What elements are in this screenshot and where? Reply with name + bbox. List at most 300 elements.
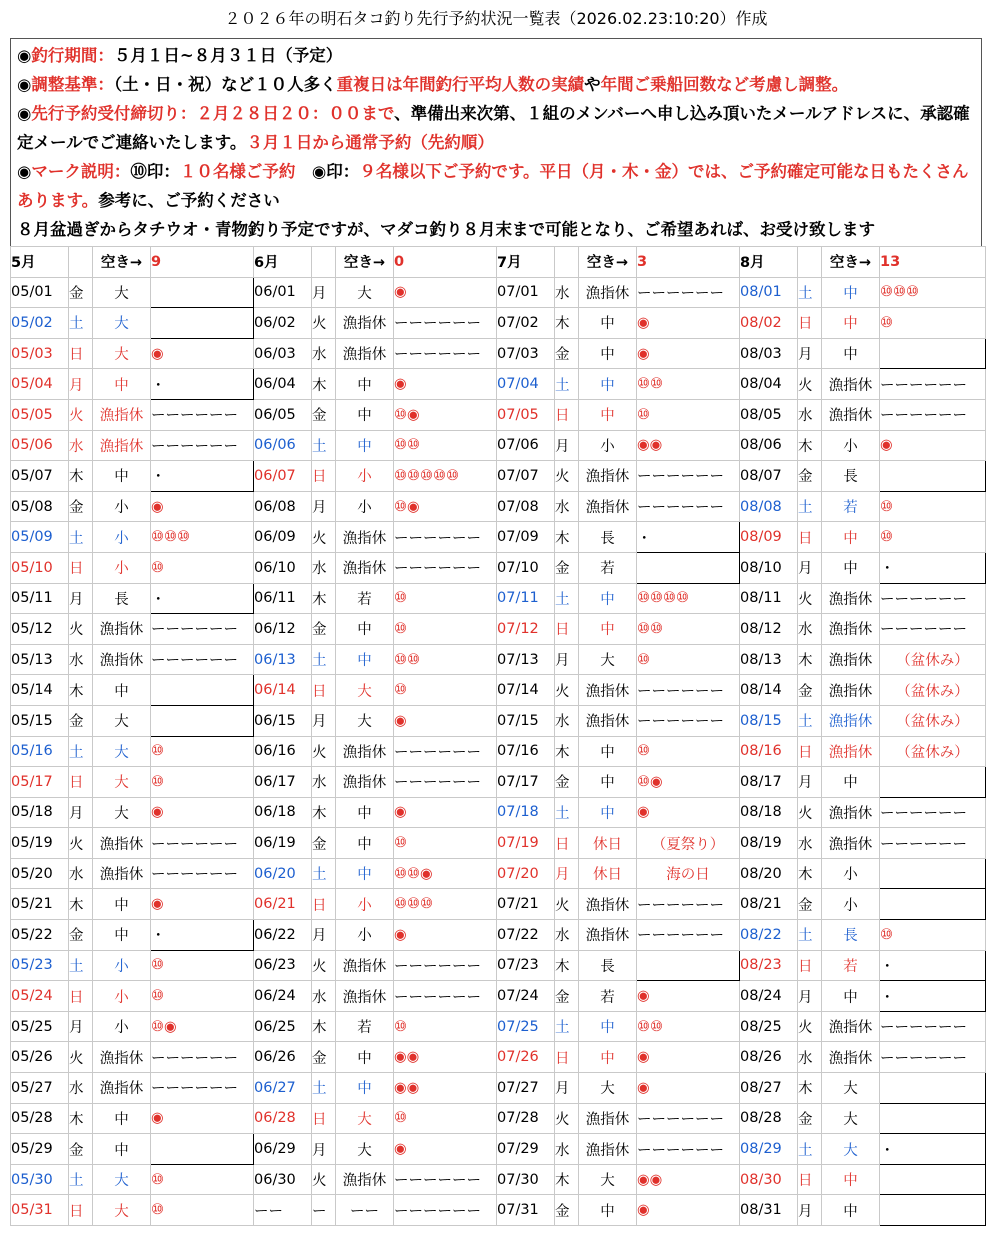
date-cell: 06/12 xyxy=(254,614,312,645)
weekday-cell: 水 xyxy=(798,1042,822,1073)
weekday-cell: 日 xyxy=(798,1164,822,1195)
reservation-mark-cell: ーーーーーー xyxy=(151,614,254,645)
weekday-cell: 水 xyxy=(312,981,336,1012)
date-cell: 06/01 xyxy=(254,277,312,308)
status-cell: 漁指休 xyxy=(822,369,880,400)
date-cell: 07/31 xyxy=(497,1195,555,1226)
date-cell: 05/08 xyxy=(11,491,69,522)
reservation-mark-cell: ⑩ xyxy=(394,675,497,706)
weekday-cell: 木 xyxy=(798,644,822,675)
table-header-row xyxy=(11,247,986,278)
weekday-cell: 土 xyxy=(69,308,93,339)
reservation-mark-cell: ・ xyxy=(637,522,740,553)
weekday-cell: 月 xyxy=(69,583,93,614)
weekday-cell: 火 xyxy=(555,889,579,920)
status-cell: 大 xyxy=(336,705,394,736)
date-cell: 06/21 xyxy=(254,889,312,920)
table-row xyxy=(11,491,986,522)
reservation-mark-cell: （盆休み） xyxy=(880,705,986,736)
date-cell: 08/25 xyxy=(740,1011,798,1042)
date-cell: 07/26 xyxy=(497,1042,555,1073)
status-cell: 大 xyxy=(93,705,151,736)
status-cell: 漁指休 xyxy=(579,675,637,706)
status-cell: 中 xyxy=(579,767,637,798)
month-label: 6月 xyxy=(254,247,312,278)
reservation-mark-cell: ⑩⑩ xyxy=(637,1011,740,1042)
date-cell: 07/29 xyxy=(497,1134,555,1165)
status-cell: 漁指休 xyxy=(93,614,151,645)
date-cell: 08/10 xyxy=(740,552,798,583)
status-cell: 小 xyxy=(822,858,880,889)
notice-text: ◉ xyxy=(17,162,32,181)
reservation-mark-cell: ーーーーーー xyxy=(880,614,986,645)
weekday-cell: 日 xyxy=(69,981,93,1012)
reservation-mark-cell: ◉ xyxy=(637,797,740,828)
weekday-cell: 木 xyxy=(555,1164,579,1195)
date-cell: 06/22 xyxy=(254,920,312,951)
status-cell: 漁指休 xyxy=(822,614,880,645)
status-cell: 中 xyxy=(336,644,394,675)
status-cell: 漁指休 xyxy=(579,461,637,492)
reservation-mark-cell xyxy=(880,338,986,369)
weekday-cell: 水 xyxy=(555,277,579,308)
reservation-mark-cell: ーーーーーー xyxy=(394,552,497,583)
reservation-mark-cell: ⑩ xyxy=(637,399,740,430)
reservation-mark-cell: ⑩ xyxy=(151,950,254,981)
date-cell: 07/16 xyxy=(497,736,555,767)
date-cell: 05/22 xyxy=(11,920,69,951)
weekday-cell: 土 xyxy=(555,369,579,400)
reservation-mark-cell: ーーーーーー xyxy=(880,1042,986,1073)
date-cell: 08/02 xyxy=(740,308,798,339)
weekday-cell: 火 xyxy=(312,1164,336,1195)
status-cell: 大 xyxy=(336,1103,394,1134)
weekday-cell: 月 xyxy=(555,430,579,461)
vacancy-label: 空き→ xyxy=(93,247,151,278)
date-cell: 05/12 xyxy=(11,614,69,645)
date-cell: 05/25 xyxy=(11,1011,69,1042)
status-cell: 大 xyxy=(93,797,151,828)
date-cell: 05/05 xyxy=(11,399,69,430)
date-cell: 06/29 xyxy=(254,1134,312,1165)
status-cell: 若 xyxy=(822,491,880,522)
status-cell: 大 xyxy=(93,736,151,767)
status-cell: 中 xyxy=(336,828,394,859)
date-cell: 06/23 xyxy=(254,950,312,981)
date-cell: 07/24 xyxy=(497,981,555,1012)
status-cell: 中 xyxy=(93,1134,151,1165)
table-row xyxy=(11,950,986,981)
reservation-mark-cell: ーーーーーー xyxy=(394,981,497,1012)
date-cell: 08/21 xyxy=(740,889,798,920)
status-cell: 中 xyxy=(822,338,880,369)
status-cell: 漁指休 xyxy=(93,430,151,461)
status-cell: 小 xyxy=(93,522,151,553)
status-cell: 中 xyxy=(93,461,151,492)
status-cell: 中 xyxy=(822,767,880,798)
table-row xyxy=(11,1042,986,1073)
status-cell: 漁指休 xyxy=(579,705,637,736)
weekday-cell: 水 xyxy=(69,1073,93,1104)
weekday-cell: 火 xyxy=(798,369,822,400)
reservation-mark-cell: ーーーーーー xyxy=(394,522,497,553)
weekday-cell: 水 xyxy=(69,858,93,889)
status-cell: 漁指休 xyxy=(579,491,637,522)
reservation-mark-cell: ◉ xyxy=(394,705,497,736)
date-cell: 06/19 xyxy=(254,828,312,859)
notice-box xyxy=(10,38,982,246)
reservation-mark-cell: ーーーーーー xyxy=(394,767,497,798)
date-cell: 05/30 xyxy=(11,1164,69,1195)
weekday-cell: 土 xyxy=(69,522,93,553)
reservation-mark-cell: ⑩⑩⑩⑩⑩ xyxy=(394,461,497,492)
weekday-cell: 日 xyxy=(312,1103,336,1134)
date-cell: 07/22 xyxy=(497,920,555,951)
date-cell: 08/24 xyxy=(740,981,798,1012)
status-cell: 中 xyxy=(579,399,637,430)
status-cell: 大 xyxy=(336,277,394,308)
reservation-mark-cell: ーーーーーー xyxy=(880,399,986,430)
table-row xyxy=(11,614,986,645)
weekday-cell: 日 xyxy=(555,399,579,430)
reservation-mark-cell: ⑩◉ xyxy=(394,491,497,522)
date-cell: 08/19 xyxy=(740,828,798,859)
status-cell: 大 xyxy=(822,1073,880,1104)
reservation-table xyxy=(10,246,986,1226)
reservation-mark-cell: ⑩⑩⑩⑩ xyxy=(637,583,740,614)
reservation-mark-cell: ⑩◉ xyxy=(151,1011,254,1042)
reservation-mark-cell: ⑩⑩ xyxy=(394,644,497,675)
date-cell: 07/13 xyxy=(497,644,555,675)
status-cell: 中 xyxy=(579,1195,637,1226)
weekday-cell: 木 xyxy=(312,1011,336,1042)
status-cell: 漁指休 xyxy=(822,1011,880,1042)
weekday-cell: 火 xyxy=(69,1042,93,1073)
reservation-mark-cell: ⑩ xyxy=(394,1011,497,1042)
date-cell: 08/18 xyxy=(740,797,798,828)
weekday-cell: 土 xyxy=(798,920,822,951)
status-cell: 漁指休 xyxy=(93,399,151,430)
date-cell: 05/27 xyxy=(11,1073,69,1104)
reservation-mark-cell: ーーーーーー xyxy=(151,430,254,461)
weekday-cell: 金 xyxy=(798,461,822,492)
notice-text: ◉印： xyxy=(311,162,360,181)
status-cell: 中 xyxy=(579,308,637,339)
reservation-mark-cell: 海の日 xyxy=(637,858,740,889)
status-cell: 中 xyxy=(579,614,637,645)
vacancy-label: 空き→ xyxy=(336,247,394,278)
date-cell: 08/30 xyxy=(740,1164,798,1195)
weekday-cell: 月 xyxy=(312,920,336,951)
weekday-cell: 木 xyxy=(555,522,579,553)
status-cell: 漁指休 xyxy=(822,828,880,859)
weekday-cell: 金 xyxy=(312,399,336,430)
notice-text: ５月１日~８月３１日（予定） xyxy=(113,46,343,65)
reservation-mark-cell: ・ xyxy=(151,583,254,614)
reservation-mark-cell: ・ xyxy=(151,920,254,951)
reservation-mark-cell: ーーーーーー xyxy=(880,583,986,614)
weekday-cell: 土 xyxy=(798,705,822,736)
weekday-cell: 火 xyxy=(69,828,93,859)
reservation-mark-cell: ⑩⑩ xyxy=(637,614,740,645)
date-cell: 08/28 xyxy=(740,1103,798,1134)
reservation-mark-cell: ーーーーーー xyxy=(151,644,254,675)
reservation-mark-cell: ーーーーーー xyxy=(394,736,497,767)
notice-text: １０名様ご予約 xyxy=(179,162,312,181)
weekday-cell: 日 xyxy=(69,338,93,369)
date-cell: 05/17 xyxy=(11,767,69,798)
status-cell: 中 xyxy=(822,277,880,308)
reservation-mark-cell: ⑩ xyxy=(637,644,740,675)
date-cell: 06/03 xyxy=(254,338,312,369)
weekday-cell: 月 xyxy=(69,369,93,400)
reservation-mark-cell: ーーーーーー xyxy=(151,858,254,889)
reservation-mark-cell xyxy=(637,552,740,583)
status-cell: 中 xyxy=(336,614,394,645)
date-cell: 08/26 xyxy=(740,1042,798,1073)
reservation-mark-cell: ⑩ xyxy=(637,736,740,767)
reservation-mark-cell xyxy=(637,950,740,981)
reservation-mark-cell: ーーーーーー xyxy=(880,1011,986,1042)
status-cell: 中 xyxy=(579,797,637,828)
date-cell: 06/25 xyxy=(254,1011,312,1042)
table-row xyxy=(11,583,986,614)
vacancy-label: 空き→ xyxy=(822,247,880,278)
status-cell: 中 xyxy=(336,858,394,889)
reservation-mark-cell: ⑩⑩◉ xyxy=(394,858,497,889)
weekday-cell: 月 xyxy=(312,705,336,736)
weekday-cell: 水 xyxy=(798,828,822,859)
status-cell: 漁指休 xyxy=(822,1042,880,1073)
weekday-cell: 水 xyxy=(555,705,579,736)
reservation-mark-cell: ーーーーーー xyxy=(151,399,254,430)
status-cell: 漁指休 xyxy=(93,1073,151,1104)
weekday-cell: 月 xyxy=(798,338,822,369)
date-cell: 07/07 xyxy=(497,461,555,492)
reservation-mark-cell: ーーーーーー xyxy=(394,950,497,981)
status-cell: 大 xyxy=(579,1164,637,1195)
weekday-cell: 水 xyxy=(555,1134,579,1165)
reservation-mark-cell: ⑩ xyxy=(151,736,254,767)
weekday-cell: 土 xyxy=(312,858,336,889)
reservation-mark-cell: ーーーーーー xyxy=(394,1195,497,1226)
weekday-cell: 土 xyxy=(69,1164,93,1195)
header-spacer xyxy=(69,247,93,278)
weekday-cell: 水 xyxy=(312,552,336,583)
weekday-cell: 火 xyxy=(312,308,336,339)
date-cell: 07/23 xyxy=(497,950,555,981)
notice-text: 、準備出来次第、１組のメンバーへ申し込み頂いたメールアドレスに、承認確定メールでご連絡いたします。 xyxy=(17,104,970,152)
notice-text: （土・日・祝）など１０人多く xyxy=(113,75,337,94)
status-cell: 漁指休 xyxy=(93,828,151,859)
date-cell: 07/27 xyxy=(497,1073,555,1104)
reservation-mark-cell: ーーーーーー xyxy=(637,1134,740,1165)
date-cell: 08/17 xyxy=(740,767,798,798)
notice-text: ◉ xyxy=(17,104,32,123)
weekday-cell: 土 xyxy=(69,950,93,981)
reservation-mark-cell: ・ xyxy=(151,461,254,492)
reservation-mark-cell: ーーーーーー xyxy=(151,1073,254,1104)
status-cell: 中 xyxy=(336,1073,394,1104)
weekday-cell: 金 xyxy=(798,889,822,920)
weekday-cell: 木 xyxy=(555,950,579,981)
date-cell: 06/15 xyxy=(254,705,312,736)
date-cell: 07/17 xyxy=(497,767,555,798)
reservation-mark-cell: ◉ xyxy=(637,338,740,369)
date-cell: 05/11 xyxy=(11,583,69,614)
reservation-mark-cell: ⑩ xyxy=(394,583,497,614)
weekday-cell: 火 xyxy=(798,583,822,614)
status-cell: 漁指休 xyxy=(579,920,637,951)
date-cell: 05/24 xyxy=(11,981,69,1012)
weekday-cell: 日 xyxy=(555,1042,579,1073)
weekday-cell: 金 xyxy=(555,552,579,583)
table-row xyxy=(11,369,986,400)
table-row xyxy=(11,399,986,430)
weekday-cell: 日 xyxy=(798,736,822,767)
status-cell: 漁指休 xyxy=(822,675,880,706)
reservation-mark-cell: ・ xyxy=(880,552,986,583)
reservation-mark-cell: （盆休み） xyxy=(880,675,986,706)
weekday-cell: 土 xyxy=(555,797,579,828)
reservation-mark-cell: （盆休み） xyxy=(880,736,986,767)
status-cell: 中 xyxy=(579,736,637,767)
status-cell: 大 xyxy=(93,1164,151,1195)
date-cell: 08/03 xyxy=(740,338,798,369)
weekday-cell: 木 xyxy=(312,797,336,828)
status-cell: 中 xyxy=(336,369,394,400)
status-cell: 大 xyxy=(93,767,151,798)
date-cell: 05/14 xyxy=(11,675,69,706)
notice-text: 先行予約受付締切り：２月２８日２０：００まで xyxy=(31,104,395,123)
reservation-mark-cell: ーーーーーー xyxy=(880,797,986,828)
reservation-mark-cell: ⑩ xyxy=(151,552,254,583)
status-cell: 漁指休 xyxy=(336,767,394,798)
reservation-mark-cell xyxy=(880,1195,986,1226)
date-cell: 05/04 xyxy=(11,369,69,400)
table-row xyxy=(11,1073,986,1104)
weekday-cell: 水 xyxy=(312,767,336,798)
table-row xyxy=(11,889,986,920)
date-cell: 07/05 xyxy=(497,399,555,430)
reservation-mark-cell: ーーーーーー xyxy=(637,461,740,492)
reservation-mark-cell: ◉ xyxy=(151,338,254,369)
reservation-mark-cell: ◉ xyxy=(394,1134,497,1165)
notice-text: 参考に、ご予約ください xyxy=(98,191,280,210)
reservation-mark-cell: ーーーーーー xyxy=(394,308,497,339)
date-cell: 05/20 xyxy=(11,858,69,889)
weekday-cell: 水 xyxy=(69,430,93,461)
reservation-mark-cell: ⑩⑩⑩ xyxy=(394,889,497,920)
status-cell: 大 xyxy=(579,644,637,675)
reservation-mark-cell: ◉ xyxy=(637,981,740,1012)
weekday-cell: 水 xyxy=(798,399,822,430)
reservation-mark-cell: ⑩ xyxy=(880,522,986,553)
date-cell: 06/07 xyxy=(254,461,312,492)
weekday-cell: 日 xyxy=(798,950,822,981)
date-cell: 07/02 xyxy=(497,308,555,339)
status-cell: 小 xyxy=(822,430,880,461)
status-cell: 漁指休 xyxy=(93,644,151,675)
weekday-cell: 土 xyxy=(69,736,93,767)
date-cell: 06/14 xyxy=(254,675,312,706)
weekday-cell: 木 xyxy=(798,858,822,889)
date-cell: 06/27 xyxy=(254,1073,312,1104)
weekday-cell: 日 xyxy=(312,675,336,706)
status-cell: 小 xyxy=(93,981,151,1012)
status-cell: 中 xyxy=(93,889,151,920)
date-cell: 06/05 xyxy=(254,399,312,430)
notice-text: ⑩印： xyxy=(130,162,180,181)
date-cell: 08/13 xyxy=(740,644,798,675)
status-cell: 漁指休 xyxy=(822,705,880,736)
date-cell: 06/06 xyxy=(254,430,312,461)
date-cell: 05/28 xyxy=(11,1103,69,1134)
reservation-mark-cell: ⑩◉ xyxy=(394,399,497,430)
weekday-cell: 月 xyxy=(798,552,822,583)
status-cell: 小 xyxy=(822,889,880,920)
weekday-cell: 月 xyxy=(312,491,336,522)
vacancy-count: 13 xyxy=(880,247,986,278)
reservation-mark-cell: ⑩ xyxy=(880,308,986,339)
weekday-cell: 土 xyxy=(798,1134,822,1165)
weekday-cell: 水 xyxy=(312,338,336,369)
reservation-mark-cell: ・ xyxy=(151,369,254,400)
reservation-mark-cell xyxy=(151,675,254,706)
status-cell: 漁指休 xyxy=(336,308,394,339)
status-cell: 休日 xyxy=(579,828,637,859)
notice-text: や xyxy=(584,75,601,94)
date-cell: 08/11 xyxy=(740,583,798,614)
reservation-mark-cell: ◉ xyxy=(394,277,497,308)
weekday-cell: 火 xyxy=(798,1011,822,1042)
weekday-cell: 金 xyxy=(312,614,336,645)
status-cell: 漁指休 xyxy=(579,1103,637,1134)
status-cell: 中 xyxy=(579,338,637,369)
date-cell: 06/04 xyxy=(254,369,312,400)
date-cell: 07/09 xyxy=(497,522,555,553)
status-cell: 休日 xyxy=(579,858,637,889)
reservation-mark-cell: ⑩⑩⑩ xyxy=(880,277,986,308)
date-cell: 08/09 xyxy=(740,522,798,553)
weekday-cell: 火 xyxy=(555,1103,579,1134)
reservation-mark-cell: ・ xyxy=(880,950,986,981)
date-cell: 07/15 xyxy=(497,705,555,736)
status-cell: 中 xyxy=(93,369,151,400)
date-cell: 08/29 xyxy=(740,1134,798,1165)
table-row xyxy=(11,797,986,828)
weekday-cell: 火 xyxy=(69,614,93,645)
reservation-mark-cell: ⑩ xyxy=(394,828,497,859)
notice-text: 釣行期間： xyxy=(31,46,114,65)
weekday-cell: ー xyxy=(312,1195,336,1226)
weekday-cell: 木 xyxy=(69,461,93,492)
status-cell: 若 xyxy=(336,583,394,614)
weekday-cell: 日 xyxy=(312,461,336,492)
status-cell: 漁指休 xyxy=(822,797,880,828)
reservation-mark-cell: ーーーーーー xyxy=(637,277,740,308)
reservation-mark-cell: ⑩⑩⑩ xyxy=(151,522,254,553)
status-cell: 中 xyxy=(822,1164,880,1195)
weekday-cell: 月 xyxy=(69,1011,93,1042)
table-row xyxy=(11,430,986,461)
weekday-cell: 日 xyxy=(555,828,579,859)
status-cell: 中 xyxy=(336,1042,394,1073)
date-cell: 07/20 xyxy=(497,858,555,889)
status-cell: 漁指休 xyxy=(822,583,880,614)
reservation-mark-cell: ーーーーーー xyxy=(637,1103,740,1134)
header-spacer xyxy=(798,247,822,278)
